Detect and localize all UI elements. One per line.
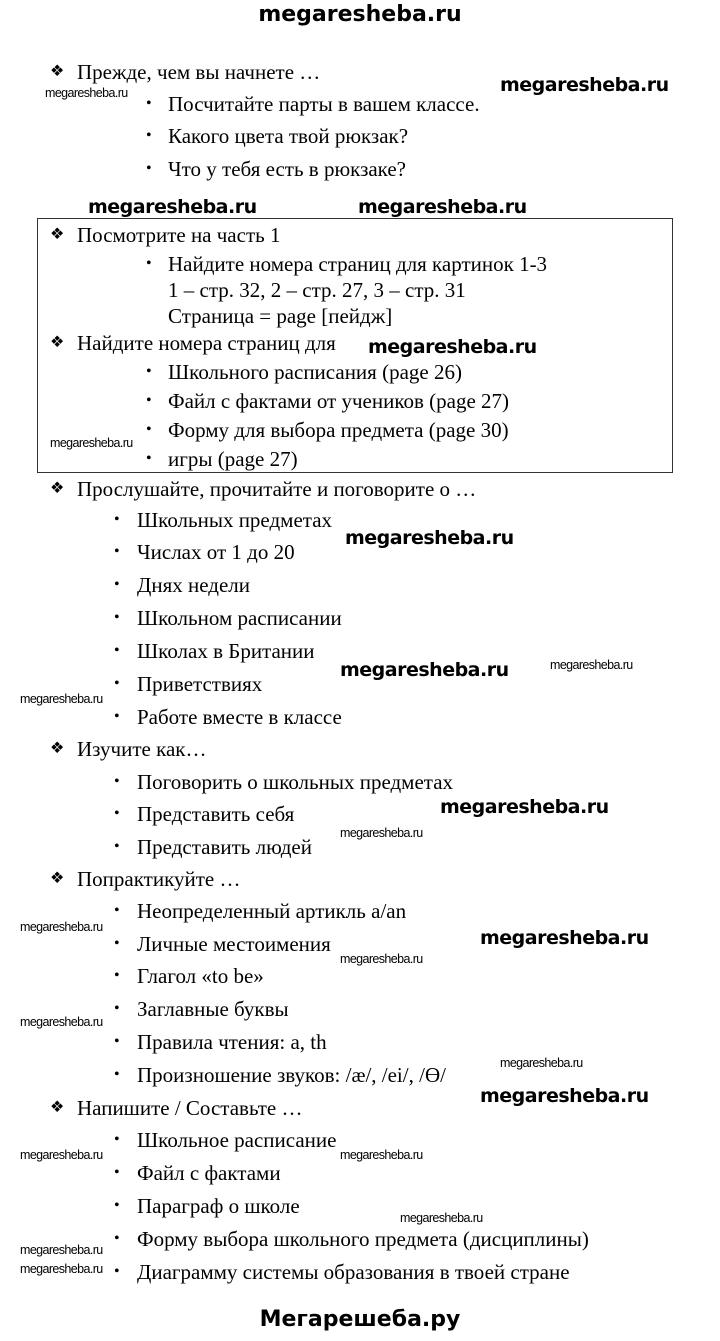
watermark: megaresheba.ru — [340, 826, 423, 840]
section-heading: Напишите / Составьте … — [77, 1096, 303, 1120]
list-item: Приветствиях — [137, 672, 263, 696]
list-item: Заглавные буквы — [137, 997, 289, 1021]
bullet-icon: • — [114, 1131, 120, 1148]
bullet-icon: • — [146, 421, 152, 438]
bullet-icon: • — [114, 967, 120, 984]
list-item: Представить людей — [137, 835, 312, 859]
list-item: Школьное расписание — [137, 1128, 337, 1152]
list-item: Поговорить о школьных предметах — [137, 770, 454, 794]
diamond-bullet-icon: ❖ — [50, 740, 65, 757]
watermark: megaresheba.ru — [400, 1211, 483, 1225]
watermark: megaresheba.ru — [340, 659, 509, 681]
section-heading: Попрактикуйте … — [77, 867, 241, 891]
list-item: Форму выбора школьного предмета (дисциплины) — [137, 1227, 589, 1251]
bullet-icon: • — [114, 708, 120, 725]
list-item: Посчитайте парты в вашем классе. — [168, 92, 480, 116]
bullet-icon: • — [146, 160, 152, 177]
list-item: Днях недели — [137, 573, 250, 597]
bullet-icon: • — [146, 255, 152, 272]
watermark: megaresheba.ru — [500, 1056, 583, 1070]
diamond-bullet-icon: ❖ — [50, 334, 65, 351]
section-heading: Прежде, чем вы начнете … — [77, 60, 321, 84]
list-item: Школьного расписания (page 26) — [168, 360, 462, 384]
watermark: megaresheba.ru — [480, 1085, 649, 1107]
section-heading: Посмотрите на часть 1 — [77, 223, 281, 247]
list-item: Представить себя — [137, 802, 295, 826]
watermark: megaresheba.ru — [340, 1148, 423, 1162]
bullet-icon: • — [114, 805, 120, 822]
watermark: megaresheba.ru — [480, 927, 649, 949]
watermark: megaresheba.ru — [340, 952, 423, 966]
bullet-icon: • — [114, 1033, 120, 1050]
list-item: Школах в Британии — [137, 639, 315, 663]
list-item: Диаграмму системы образования в твоей стране — [137, 1260, 570, 1284]
watermark: megaresheba.ru — [20, 1262, 103, 1276]
watermark: megaresheba.ru — [345, 527, 514, 549]
list-item: Какого цвета твой рюкзак? — [168, 124, 409, 148]
watermark: megaresheba.ru — [50, 436, 133, 450]
section-heading: Изучите как… — [77, 737, 207, 761]
bullet-icon: • — [114, 642, 120, 659]
bullet-icon: • — [114, 902, 120, 919]
watermark: megaresheba.ru — [440, 796, 609, 818]
diamond-bullet-icon: ❖ — [50, 226, 65, 243]
bullet-icon: • — [146, 127, 152, 144]
watermark: megaresheba.ru — [500, 74, 669, 96]
list-item: Правила чтения: a, th — [137, 1030, 327, 1054]
bullet-icon: • — [146, 95, 152, 112]
list-item: Форму для выбора предмета (page 30) — [168, 418, 509, 442]
list-item: Произношение звуков: /æ/, /ei/, /Ɵ/ — [137, 1063, 446, 1087]
list-item: Личные местоимения — [137, 932, 331, 956]
bullet-icon: • — [114, 576, 120, 593]
bullet-icon: • — [114, 609, 120, 626]
bullet-icon: • — [146, 392, 152, 409]
list-item: Файл с фактами — [137, 1161, 281, 1185]
list-item: Страница = page [пейдж] — [168, 304, 393, 328]
list-item: Работе вместе в классе — [137, 705, 342, 729]
bullet-icon: • — [114, 1230, 120, 1247]
watermark: megaresheba.ru — [550, 658, 633, 672]
section-heading: Прослушайте, прочитайте и поговорите о … — [77, 477, 477, 501]
section-heading: Найдите номера страниц для — [77, 331, 336, 355]
site-footer: Мегарешеба.ру — [259, 1307, 461, 1332]
list-item: Неопределенный артикль a/an — [137, 899, 407, 923]
watermark: megaresheba.ru — [20, 920, 103, 934]
diamond-bullet-icon: ❖ — [50, 63, 65, 80]
list-item: Что у тебя есть в рюкзаке? — [168, 157, 407, 181]
bullet-icon: • — [114, 1164, 120, 1181]
list-item: Школьных предметах — [137, 508, 333, 532]
diamond-bullet-icon: ❖ — [50, 480, 65, 497]
site-header: megaresheba.ru — [258, 2, 462, 27]
list-item: Школьном расписании — [137, 606, 342, 630]
bullet-icon: • — [146, 363, 152, 380]
bullet-icon: • — [114, 675, 120, 692]
diamond-bullet-icon: ❖ — [50, 870, 65, 887]
bullet-icon: • — [114, 935, 120, 952]
list-item: 1 – стр. 32, 2 – стр. 27, 3 – стр. 31 — [168, 278, 466, 302]
list-item: Глагол «to be» — [137, 964, 264, 988]
watermark: megaresheba.ru — [20, 1015, 103, 1029]
watermark: megaresheba.ru — [20, 1148, 103, 1162]
list-item: Параграф о школе — [137, 1194, 300, 1218]
list-item: Найдите номера страниц для картинок 1-3 — [168, 252, 548, 276]
bullet-icon: • — [114, 1263, 120, 1280]
bullet-icon: • — [114, 511, 120, 528]
list-item: игры (page 27) — [168, 447, 298, 471]
watermark: megaresheba.ru — [20, 1243, 103, 1257]
watermark: megaresheba.ru — [88, 196, 257, 218]
watermark: megaresheba.ru — [20, 692, 103, 706]
diamond-bullet-icon: ❖ — [50, 1099, 65, 1116]
bullet-icon: • — [114, 543, 120, 560]
bullet-icon: • — [114, 1066, 120, 1083]
bullet-icon: • — [114, 838, 120, 855]
bullet-icon: • — [146, 450, 152, 467]
bullet-icon: • — [114, 1197, 120, 1214]
watermark: megaresheba.ru — [358, 196, 527, 218]
watermark: megaresheba.ru — [45, 86, 128, 100]
list-item: Числах от 1 до 20 — [137, 540, 295, 564]
bullet-icon: • — [114, 1000, 120, 1017]
watermark: megaresheba.ru — [368, 336, 537, 358]
bullet-icon: • — [114, 773, 120, 790]
list-item: Файл с фактами от учеников (page 27) — [168, 389, 510, 413]
